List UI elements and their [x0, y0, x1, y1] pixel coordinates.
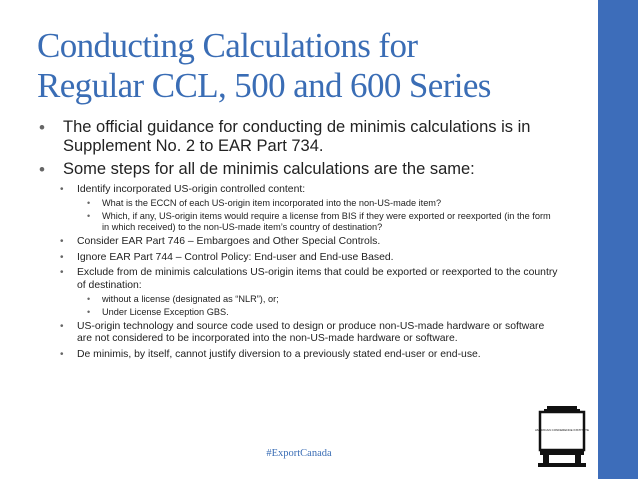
step-identify — [57, 184, 558, 233]
main-bullet-steps-text: Some steps for all de minimis calculations are the same: — [63, 160, 475, 178]
exclude-sub-item: • without a license (designated as “NLR”), or; — [85, 294, 558, 305]
step-ignore: • Ignore EAR Part 744 – Control Policy: End-user and End-use Based. — [57, 252, 558, 264]
title-line-2: Regular CCL, 500 and 600 Series — [37, 66, 491, 105]
step-consider: • Consider EAR Part 746 – Embargoes and Other Special Controls. — [57, 236, 558, 248]
step-exclude — [57, 267, 558, 318]
logo-text: AMERICAN CONFERENCE INSTITUTE — [534, 428, 590, 432]
identify-sub-item: • Which, if any, US-origin items would require a license from BIS if they were exported or reexported (in the form in which received) to the non-US-made item’s country of destination? — [85, 211, 558, 233]
step-identify-text: Identify incorporated US-origin controlled content: — [77, 184, 306, 195]
exclude-sub-item: • Under License Exception GBS. — [85, 307, 558, 318]
main-bullet-list — [38, 118, 558, 361]
step-technology: • US-origin technology and source code used to design or produce non-US-made hardware or software are not considered to be incorporated into the non-US-made hardware or software. — [57, 321, 558, 346]
slide-title — [37, 26, 577, 106]
aci-logo-icon — [534, 405, 590, 467]
slide-body — [38, 118, 558, 365]
steps-list — [57, 184, 558, 361]
identify-sub-item: • What is the ECCN of each US-origin item incorporated into the non-US-made item? — [85, 198, 558, 209]
main-bullet-steps — [38, 160, 558, 361]
footer-hashtag: #ExportCanada — [266, 448, 332, 459]
main-bullet-guidance: • The official guidance for conducting de minimis calculations is in Supplement No. 2 to EAR Part 734. — [38, 118, 558, 156]
step-deminimis: • De minimis, by itself, cannot justify diversion to a previously stated end-user or end-use. — [57, 349, 558, 361]
identify-sub-list — [77, 198, 558, 233]
side-accent-bar — [598, 0, 638, 479]
step-exclude-text: Exclude from de minimis calculations US-origin items that could be exported or reexported to the country of destination: — [77, 267, 558, 291]
exclude-sub-list — [77, 294, 558, 318]
title-line-1: Conducting Calculations for — [37, 26, 418, 65]
